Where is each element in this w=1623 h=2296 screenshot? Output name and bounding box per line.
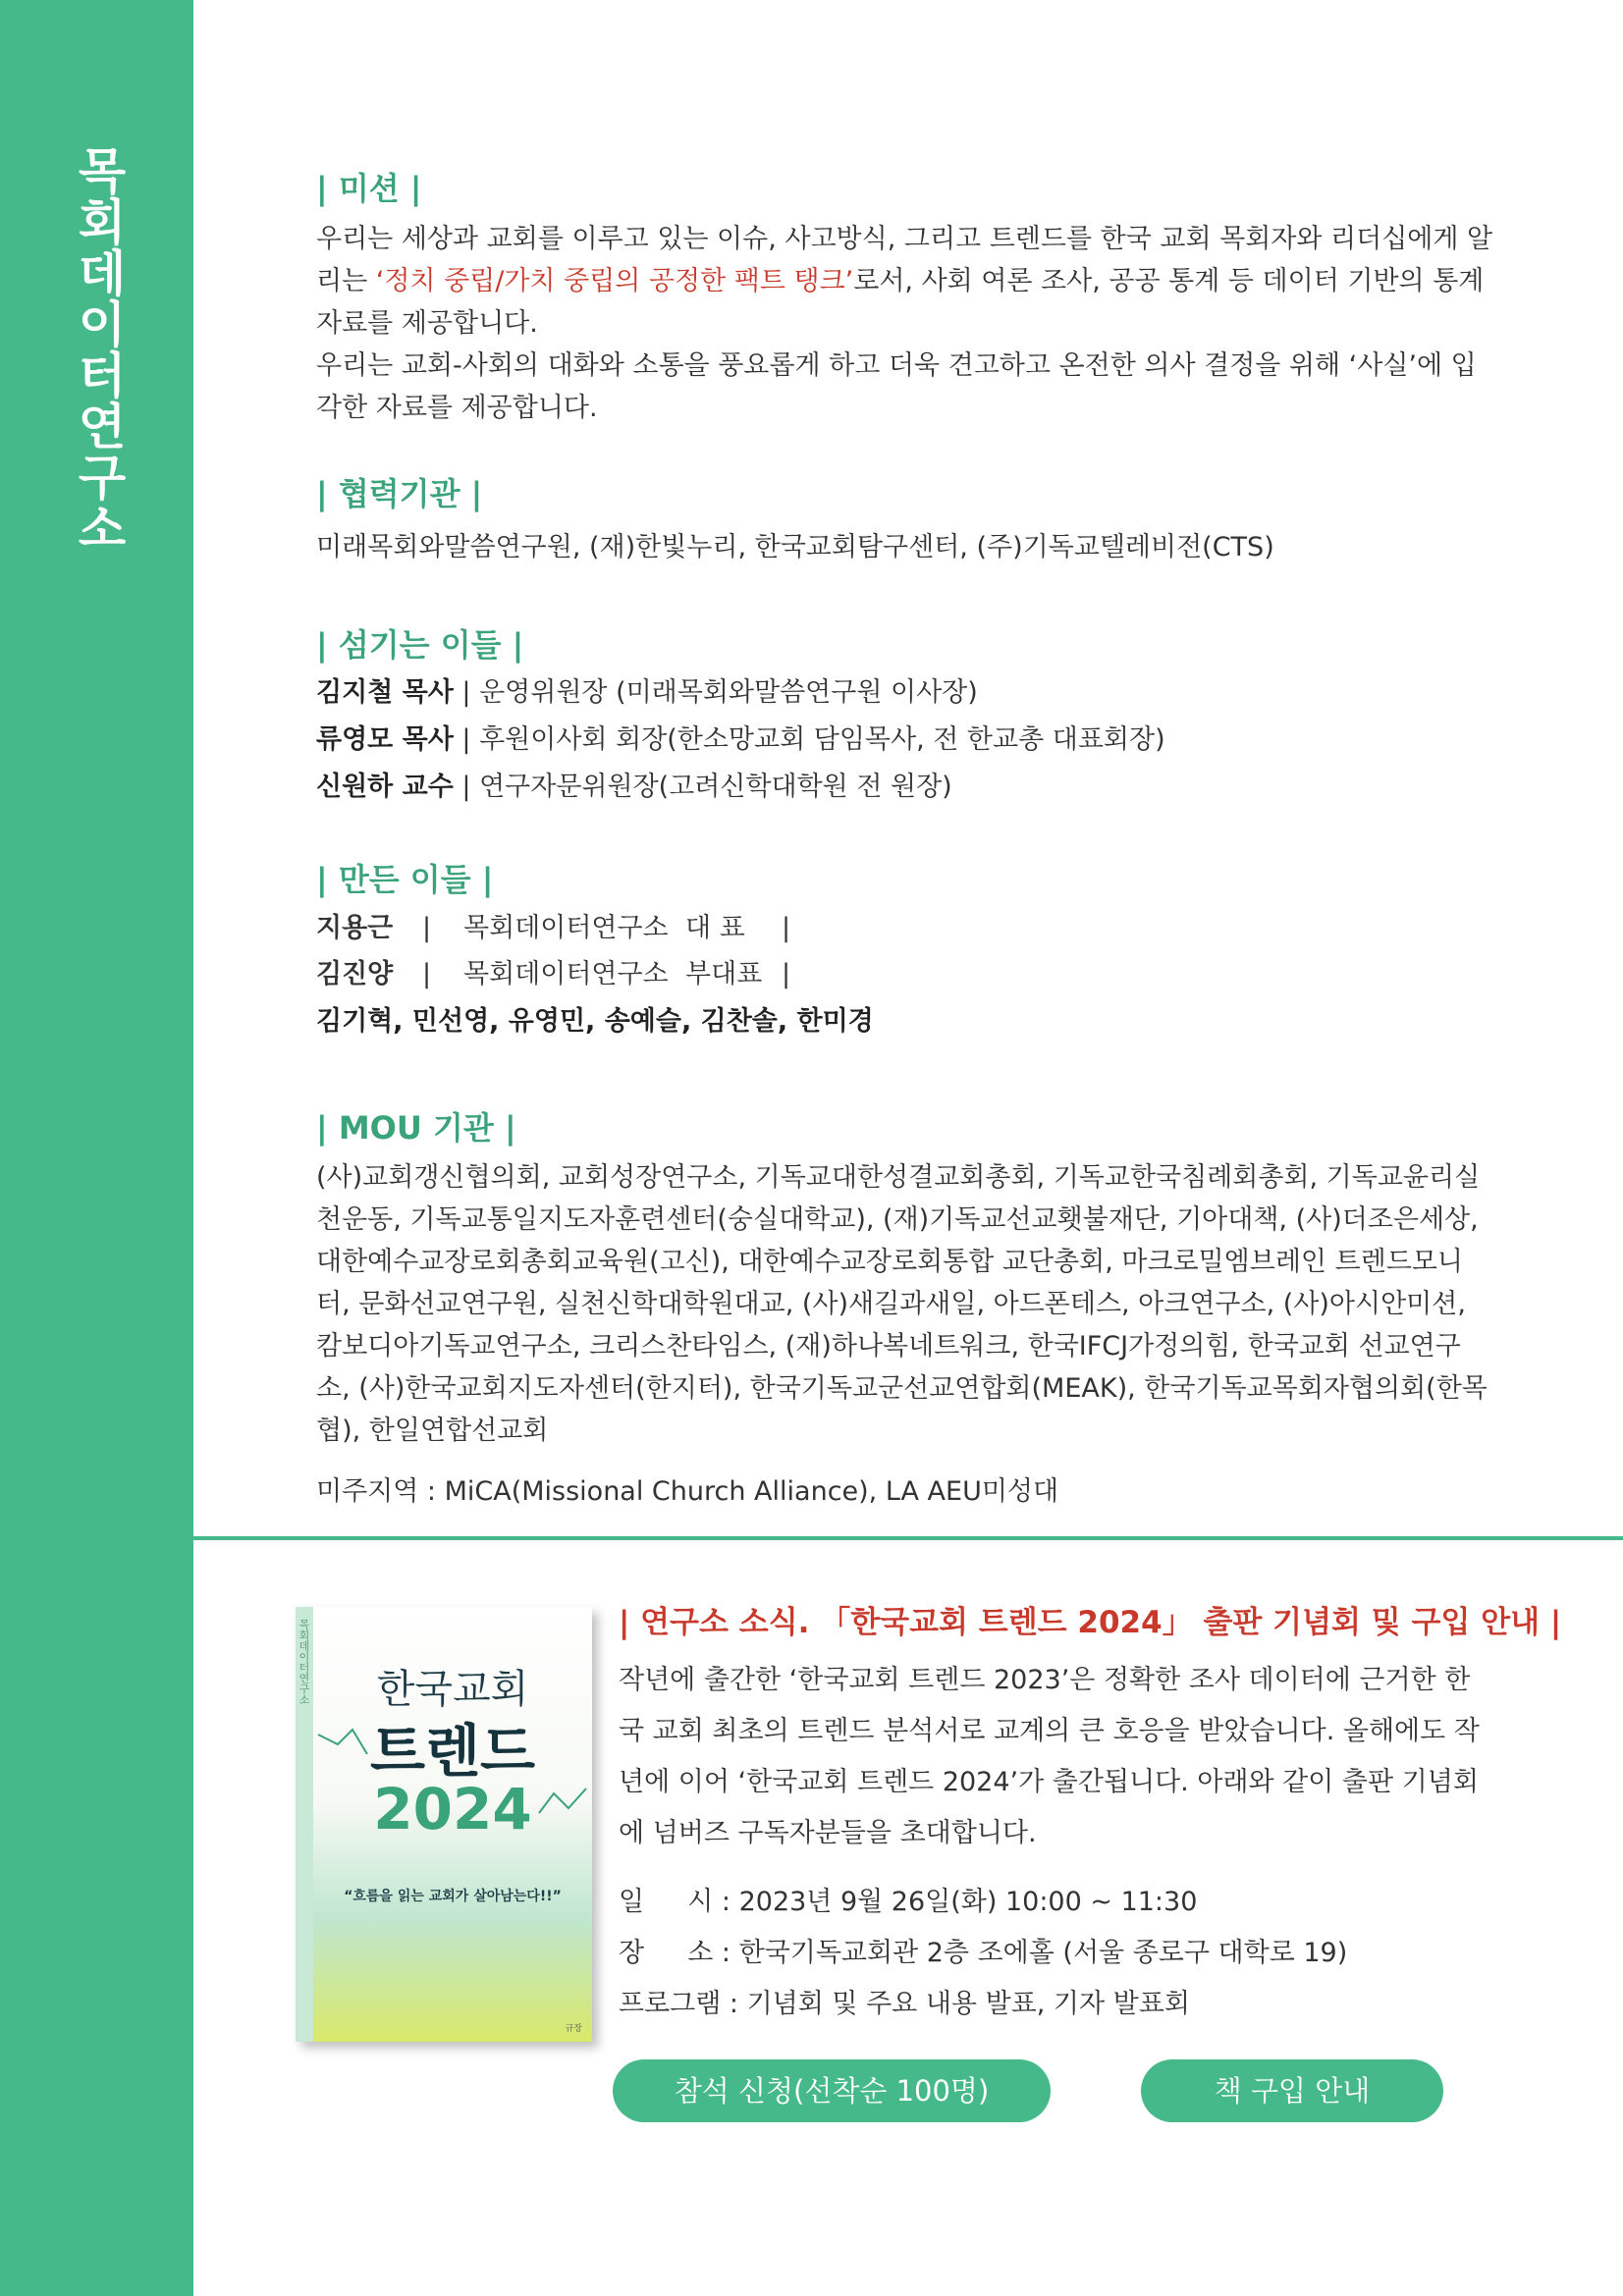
book-title-line1: 한국교회 bbox=[376, 1667, 529, 1712]
servant-row bbox=[316, 766, 952, 808]
mission-heading: | 미션 | bbox=[316, 170, 422, 207]
maker-separator: | bbox=[782, 913, 791, 943]
book-cover bbox=[296, 1607, 592, 2042]
servants-heading: | 섬기는 이들 | bbox=[316, 626, 524, 664]
servant-name: 신원하 교수 bbox=[316, 772, 454, 802]
partners-heading: | 협력기관 | bbox=[316, 475, 483, 512]
mou-us-text: 미주지역 : MiCA(Missional Church Alliance), LA AEU미성대 bbox=[316, 1476, 1059, 1507]
mission-paragraph-1 bbox=[316, 218, 1494, 345]
servant-name: 김지철 목사 bbox=[316, 677, 454, 708]
maker-org: 목회데이터연구소 bbox=[463, 913, 669, 943]
sidebar bbox=[0, 0, 193, 2296]
mission-text-before: 우리는 세상과 교회를 이루고 있는 이슈, 사고방식, 그리고 트렌드를 한국 교회 목회자와 리더십에게 알리는 bbox=[316, 224, 1493, 296]
mou-heading: | MOU 기관 | bbox=[316, 1109, 516, 1147]
maker-name: 지용근 bbox=[316, 913, 394, 943]
section-divider bbox=[193, 1536, 1623, 1540]
servant-name: 류영모 목사 bbox=[316, 724, 454, 755]
event-place: 장 소 : 한국기독교회관 2층 조에홀 (서울 종로구 대학로 19) bbox=[619, 1938, 1348, 1968]
servant-row bbox=[316, 671, 978, 714]
maker-title: 대 표 bbox=[685, 913, 745, 943]
partners-text: 미래목회와말씀연구원, (재)한빛누리, 한국교회탐구센터, (주)기독교텔레비전(CTS) bbox=[316, 532, 1274, 562]
servant-role: | 후원이사회 회장(한소망교회 담임목사, 전 한교총 대표회장) bbox=[453, 724, 1165, 755]
maker-separator: | bbox=[422, 959, 432, 989]
book-decor-lines bbox=[313, 1666, 592, 1842]
book-title-line2: 트렌드 bbox=[369, 1718, 536, 1785]
servant-role: | 연구자문위원장(고려신학대학원 전 원장) bbox=[453, 772, 952, 802]
event-date: 일 시 : 2023년 9월 26일(화) 10:00 ~ 11:30 bbox=[619, 1887, 1198, 1917]
news-paragraph: 작년에 출간한 ‘한국교회 트렌드 2023’은 정확한 조사 데이터에 근거한 한국 교회 최초의 트렌드 분석서로 교계의 큰 호응을 받았습니다. 올해에도 작년에 이어 ‘한국교회 트렌드 2024’가 출간됩니다. 아래와 같이 출판 기념회에 넘버즈 구독자분들을 초대합니다. bbox=[619, 1665, 1480, 1848]
book-quote: “흐름을 읽는 교회가 살아남는다!!” bbox=[344, 1889, 562, 1904]
maker-title: 부대표 bbox=[685, 959, 763, 989]
maker-org: 목회데이터연구소 bbox=[463, 959, 669, 989]
book-spine-text: 목회데이터연구소 bbox=[298, 1619, 310, 1705]
register-button[interactable]: 참석 신청(선착순 100명) bbox=[613, 2059, 1051, 2122]
sidebar-title: 목회데이터연구소 bbox=[70, 145, 127, 554]
makers-heading: | 만든 이들 | bbox=[316, 861, 494, 898]
servant-role: | 운영위원장 (미래목회와말씀연구원 이사장) bbox=[453, 677, 978, 708]
mission-highlight: ‘정치 중립/가치 중립의 공정한 팩트 탱크’ bbox=[375, 266, 854, 296]
book-year: 2024 bbox=[373, 1776, 532, 1842]
mission-paragraph-2: 우리는 교회-사회의 대화와 소통을 풍요롭게 하고 더욱 견고하고 온전한 의사 결정을 위해 ‘사실’에 입각한 자료를 제공합니다. bbox=[316, 350, 1477, 423]
mission-text-after: 로서, 사회 여론 조사, 공공 통계 등 데이터 기반의 통계 자료를 제공합니다. bbox=[316, 266, 1485, 339]
maker-name: 김진양 bbox=[316, 959, 394, 989]
book-purchase-button[interactable]: 책 구입 안내 bbox=[1141, 2059, 1443, 2122]
book-publisher: 규장 bbox=[565, 2024, 582, 2034]
mou-text: (사)교회갱신협의회, 교회성장연구소, 기독교대한성결교회총회, 기독교한국침례회총회, 기독교윤리실천운동, 기독교통일지도자훈련센터(숭실대학교), (재)기독교선교횃불재단, 기아대책, (사)더조은세상, 대한예수교장로회총회교육원(고신), 대한예수교장로회통합 교단총회, 마크로밀엠브레인 트렌드모니터, 문화선교연구원, 실천신학대학원대교, (사)새길과새일, 아드폰테스, 아크연구소, (사)아시안미션, 캄보디아기독교연구소, 크리스찬타임스, (재)하나복네트워크, 한국IFCJ가정의힘, 한국교회 선교연구소, (사)한국교회지도자센터(한지터), 한국기독교군선교연합회(MEAK), 한국기독교목회자협의회(한목협), 한일연합선교회 bbox=[316, 1162, 1488, 1446]
maker-separator: | bbox=[422, 913, 432, 943]
event-program: 프로그램 : 기념회 및 주요 내용 발표, 기자 발표회 bbox=[619, 1989, 1190, 2019]
maker-separator: | bbox=[782, 959, 791, 989]
makers-staff: 김기혁, 민선영, 유영민, 송예슬, 김찬솔, 한미경 bbox=[316, 1006, 874, 1037]
servant-row bbox=[316, 719, 1165, 761]
news-heading: | 연구소 소식. 「한국교회 트렌드 2024」 출판 기념회 및 구입 안내 | bbox=[619, 1605, 1562, 1640]
